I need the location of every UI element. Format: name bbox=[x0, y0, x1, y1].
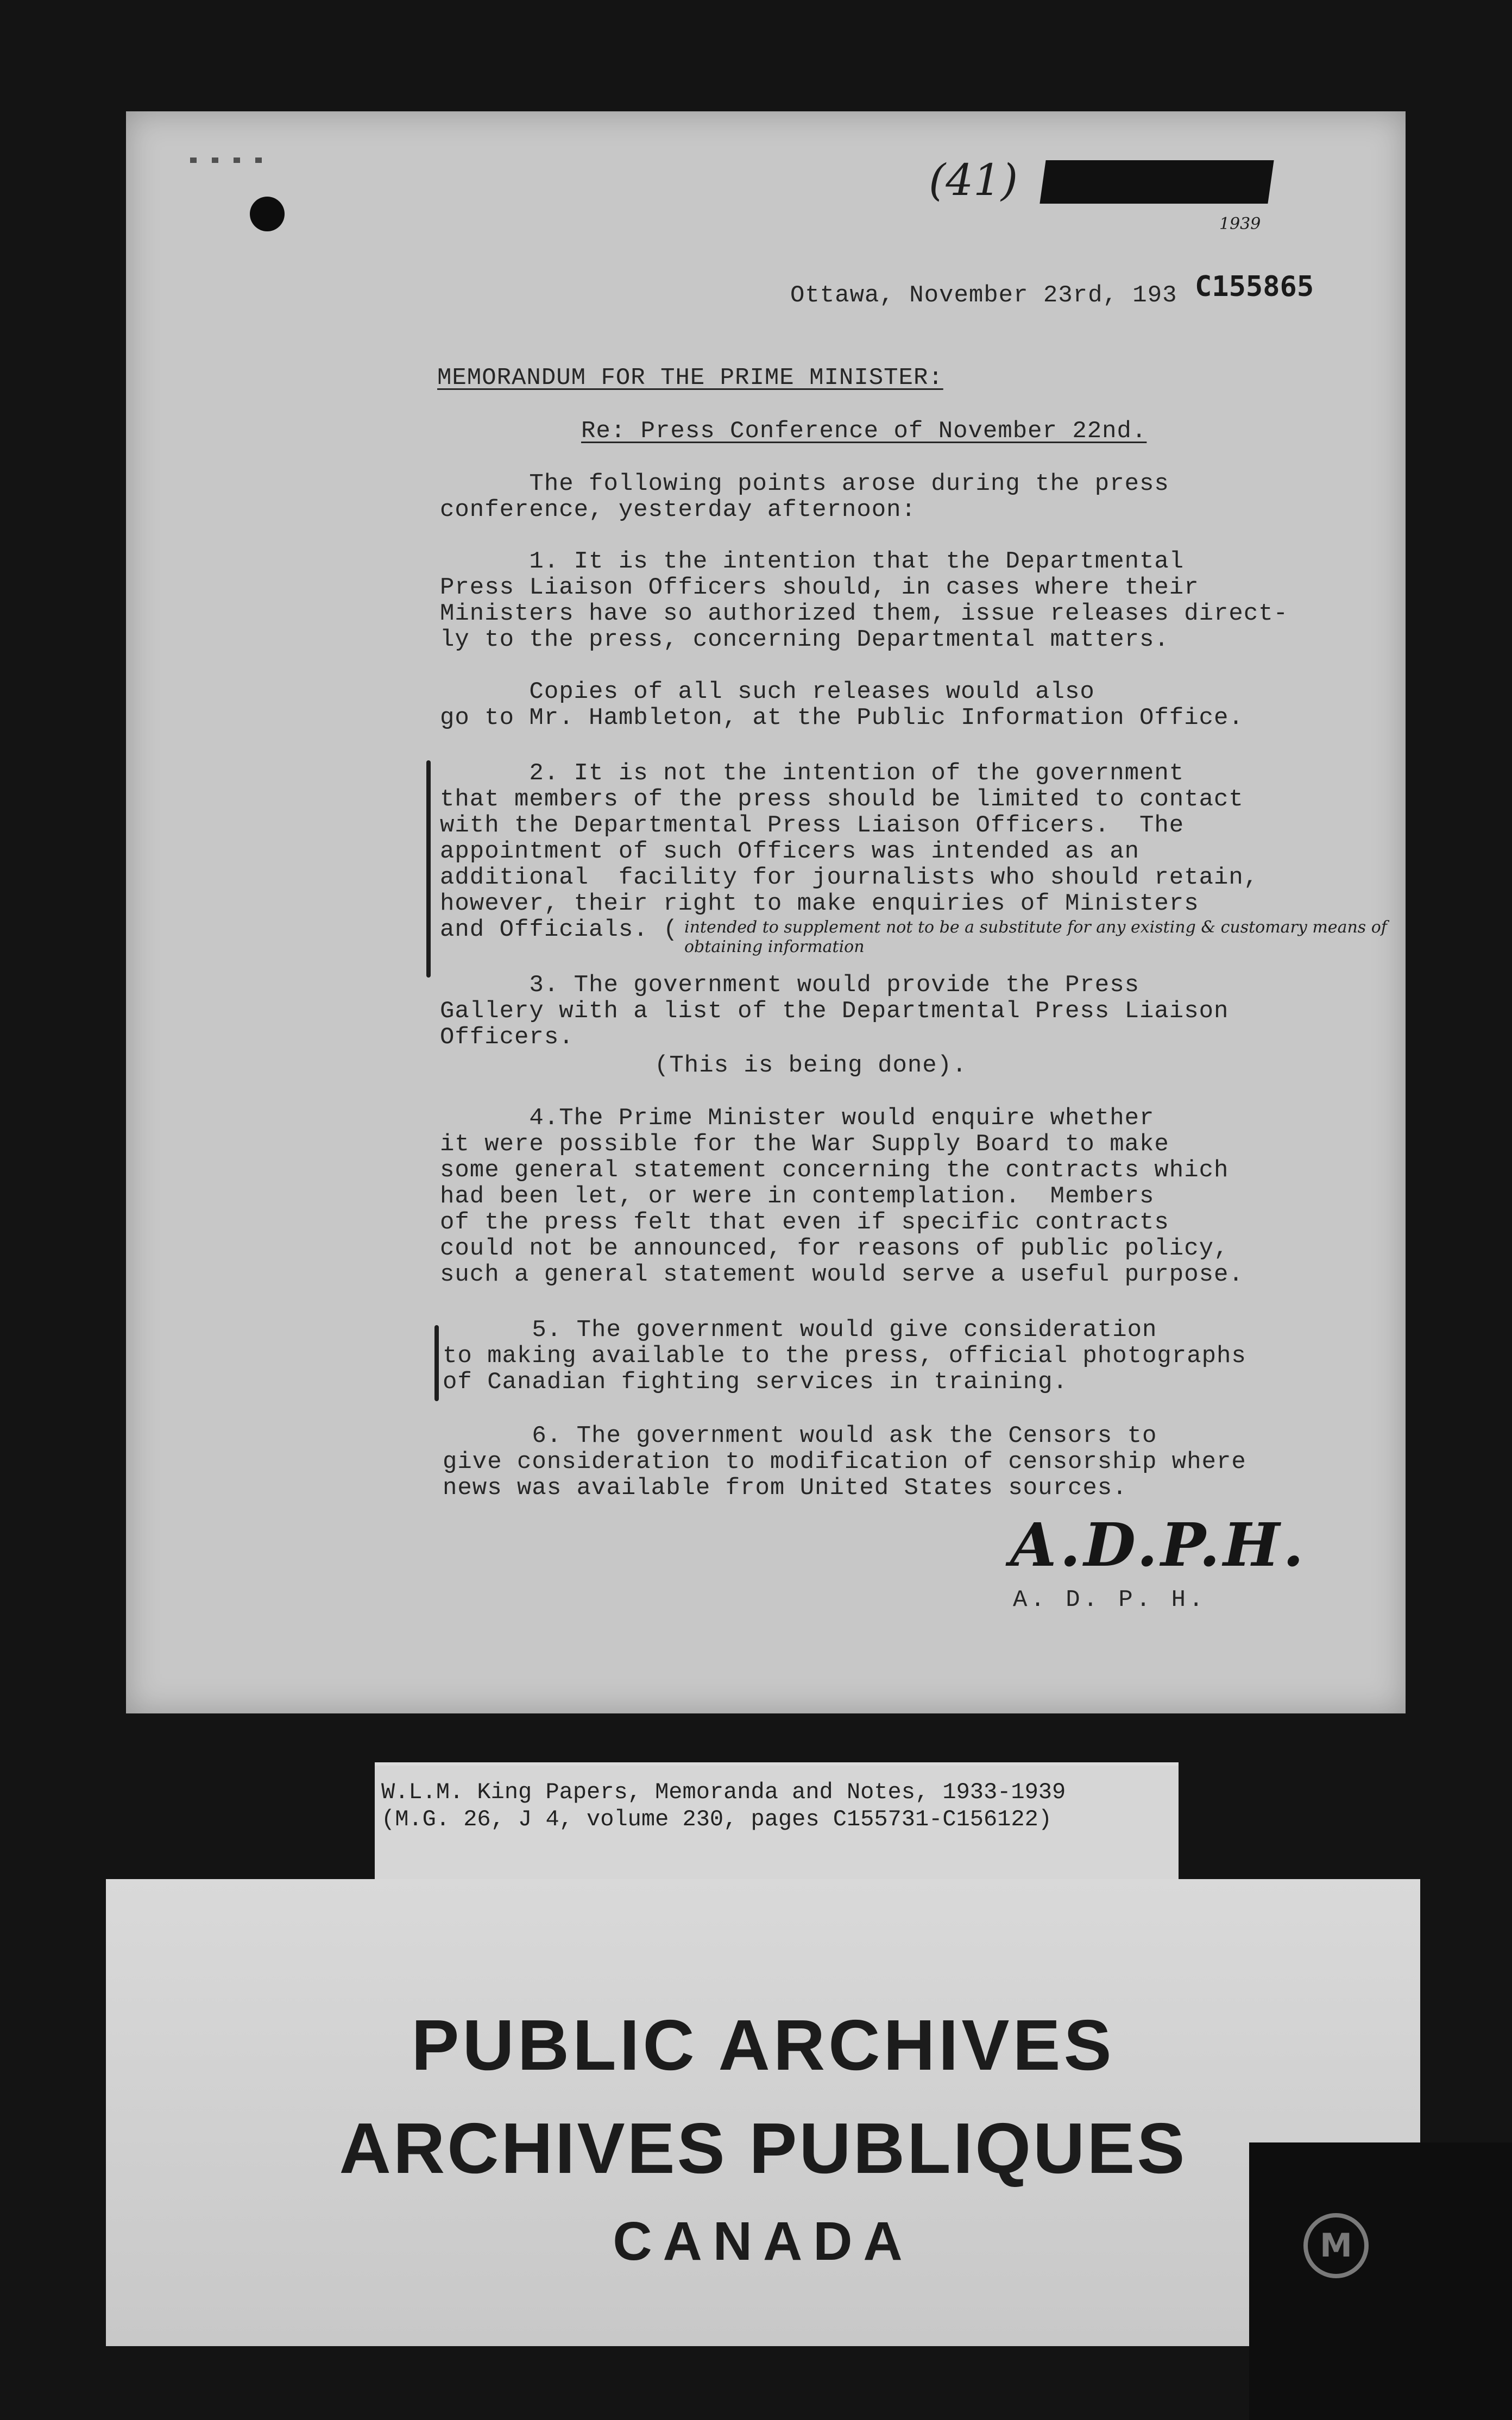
memo-heading: MEMORANDUM FOR THE PRIME MINISTER: bbox=[437, 364, 943, 392]
point2-line-7: and Officials. ( bbox=[440, 916, 678, 943]
point5-line-1: 5. The government would give consideration bbox=[443, 1316, 1157, 1344]
point2-line-5: additional facility for journalists who should retain, bbox=[440, 864, 1259, 891]
copies-line-1: Copies of all such releases would also bbox=[440, 678, 1095, 705]
point3-line-3: Officers. bbox=[440, 1024, 574, 1051]
point1-line-2: Press Liaison Officers should, in cases where their bbox=[440, 574, 1199, 601]
point2-line-1: 2. It is not the intention of the government bbox=[440, 760, 1185, 787]
folio-number: (41) bbox=[929, 155, 1018, 205]
memo-subject: Re: Press Conference of November 22nd. bbox=[581, 418, 1147, 445]
point4-line-5: of the press felt that even if specific contracts bbox=[440, 1209, 1169, 1236]
point6-line-3: news was available from United States sources. bbox=[443, 1474, 1127, 1502]
handwritten-signature: A.D.P.H. bbox=[1010, 1510, 1307, 1580]
archive-reference-label bbox=[375, 1762, 1179, 1882]
date-line: Ottawa, November 23rd, 193 bbox=[790, 282, 1177, 309]
intro-line-1: The following points arose during the press bbox=[440, 470, 1169, 497]
archives-line-english: PUBLIC ARCHIVES bbox=[411, 2005, 1115, 2085]
point4-line-7: such a general statement would serve a useful purpose. bbox=[440, 1261, 1244, 1288]
handwritten-insertion: intended to supplement not to be a substitute for any existing & customary means of obtaining information bbox=[684, 918, 1387, 956]
point4-line-2: it were possible for the War Supply Board to make bbox=[440, 1131, 1169, 1158]
point2-line-6: however, their right to make enquiries of Ministers bbox=[440, 890, 1199, 917]
folio-year: 1939 bbox=[1219, 215, 1261, 234]
archives-line-canada: CANADA bbox=[613, 2211, 914, 2272]
point4-line-4: had been let, or were in contemplation. Members bbox=[440, 1183, 1155, 1210]
point6-line-1: 6. The government would ask the Censors to bbox=[443, 1422, 1157, 1450]
archive-label-line-2: (M.G. 26, J 4, volume 230, pages C155731-C156122) bbox=[381, 1806, 1053, 1832]
point2-line-4: appointment of such Officers was intended as an bbox=[440, 838, 1140, 865]
point3-line-2: Gallery with a list of the Departmental Press Liaison bbox=[440, 998, 1229, 1025]
punch-marks bbox=[190, 157, 272, 163]
intro-line-2: conference, yesterday afternoon: bbox=[440, 496, 916, 524]
point2-line-2: that members of the press should be limited to contact bbox=[440, 786, 1244, 813]
point4-line-1: 4.The Prime Minister would enquire whether bbox=[440, 1105, 1155, 1132]
public-archives-card bbox=[106, 1879, 1420, 2346]
point5-line-2: to making available to the press, official photographs bbox=[443, 1343, 1246, 1370]
copies-line-2: go to Mr. Hambleton, at the Public Information Office. bbox=[440, 704, 1244, 732]
margin-bar-point5 bbox=[434, 1325, 439, 1401]
point3-note: (This is being done). bbox=[654, 1052, 967, 1079]
redaction-block bbox=[1040, 160, 1274, 204]
archive-logo-icon: M bbox=[1303, 2213, 1369, 2278]
point1-line-4: ly to the press, concerning Departmental matters. bbox=[440, 626, 1169, 653]
point6-line-2: give consideration to modification of censorship where bbox=[443, 1448, 1246, 1476]
point4-line-6: could not be announced, for reasons of public policy, bbox=[440, 1235, 1229, 1262]
punch-hole bbox=[250, 197, 285, 231]
point1-line-1: 1. It is the intention that the Departmental bbox=[440, 548, 1185, 575]
archive-label-line-1: W.L.M. King Papers, Memoranda and Notes, 1933-1939 bbox=[381, 1779, 1066, 1805]
point1-line-3: Ministers have so authorized them, issue releases direct- bbox=[440, 600, 1289, 627]
page-number: C155865 bbox=[1195, 270, 1314, 303]
point2-line-3: with the Departmental Press Liaison Officers. The bbox=[440, 812, 1185, 839]
dark-corner bbox=[1249, 2142, 1512, 2420]
point4-line-3: some general statement concerning the contracts which bbox=[440, 1157, 1229, 1184]
point3-line-1: 3. The government would provide the Press bbox=[440, 972, 1140, 999]
margin-bar-point2 bbox=[426, 760, 431, 978]
archives-line-french: ARCHIVES PUBLIQUES bbox=[339, 2108, 1187, 2188]
typed-initials: A. D. P. H. bbox=[1013, 1586, 1207, 1614]
point5-line-3: of Canadian fighting services in training. bbox=[443, 1369, 1068, 1396]
